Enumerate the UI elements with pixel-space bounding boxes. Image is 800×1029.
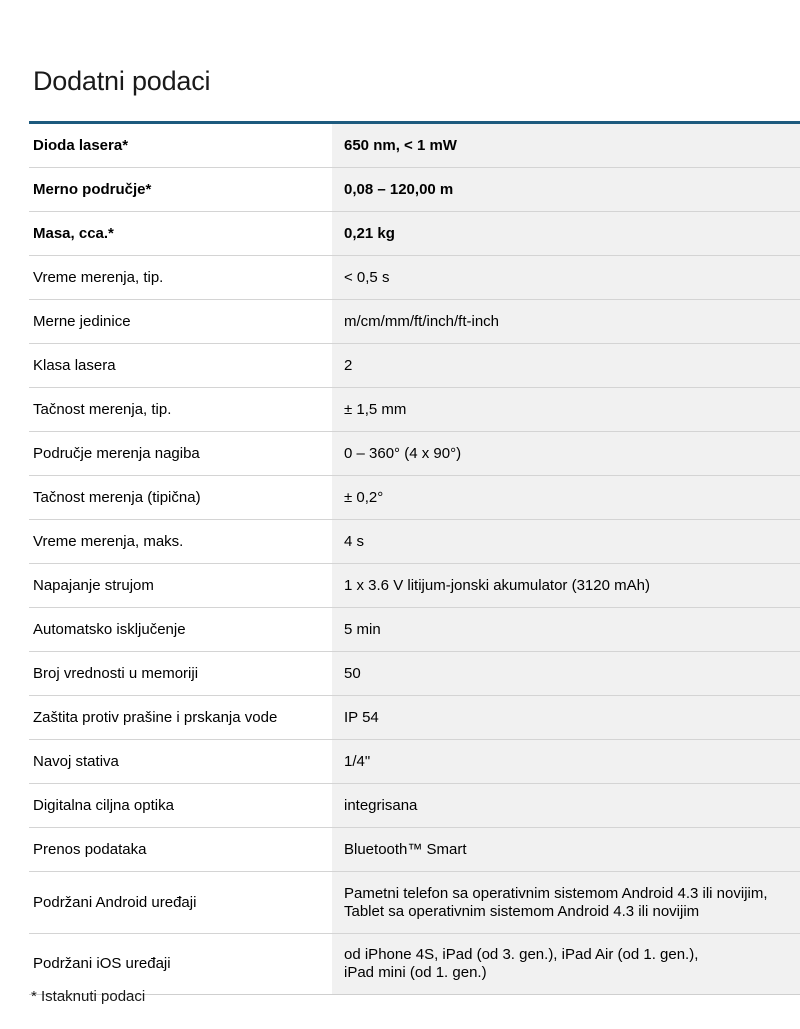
spec-value: 1 x 3.6 V litijum-jonski akumulator (3120 mAh) bbox=[332, 564, 800, 607]
spec-label: Prenos podataka bbox=[33, 840, 147, 858]
spec-label: Vreme merenja, tip. bbox=[33, 268, 164, 286]
spec-value: < 0,5 s bbox=[332, 256, 800, 299]
spec-row bbox=[29, 608, 800, 652]
spec-label: Napajanje strujom bbox=[33, 576, 154, 594]
spec-label: Automatsko isključenje bbox=[33, 620, 186, 638]
spec-table bbox=[29, 121, 800, 995]
spec-value: 50 bbox=[332, 652, 800, 695]
spec-value: IP 54 bbox=[332, 696, 800, 739]
spec-value: m/cm/mm/ft/inch/ft-inch bbox=[332, 300, 800, 343]
spec-row bbox=[29, 212, 800, 256]
spec-row bbox=[29, 652, 800, 696]
spec-row bbox=[29, 696, 800, 740]
spec-row bbox=[29, 388, 800, 432]
spec-label: Podržani iOS uređaji bbox=[33, 955, 171, 972]
spec-label: Vreme merenja, maks. bbox=[33, 532, 184, 550]
spec-row bbox=[29, 828, 800, 872]
spec-label: Navoj stativa bbox=[33, 752, 119, 770]
spec-row bbox=[29, 256, 800, 300]
spec-label: Masa, cca.* bbox=[33, 224, 114, 242]
spec-label: Podržani Android uređaji bbox=[33, 893, 197, 911]
spec-label: Merno područje* bbox=[33, 180, 152, 198]
spec-row bbox=[29, 872, 800, 934]
spec-value: ± 0,2° bbox=[332, 476, 800, 519]
spec-label: Merne jedinice bbox=[33, 312, 131, 330]
spec-row bbox=[29, 432, 800, 476]
footnote: * Istaknuti podaci bbox=[31, 988, 146, 1005]
spec-row bbox=[29, 344, 800, 388]
spec-label: Broj vrednosti u memoriji bbox=[33, 664, 199, 682]
spec-row bbox=[29, 124, 800, 168]
spec-row bbox=[29, 784, 800, 828]
spec-row bbox=[29, 740, 800, 784]
spec-value: ± 1,5 mm bbox=[332, 388, 800, 431]
spec-value: 650 nm, < 1 mW bbox=[332, 124, 800, 167]
spec-value: 0,08 – 120,00 m bbox=[332, 168, 800, 211]
spec-value: 1/4" bbox=[332, 740, 800, 783]
spec-label: Tačnost merenja (tipična) bbox=[33, 488, 201, 506]
spec-value: Bluetooth™ Smart bbox=[332, 828, 800, 871]
spec-value: integrisana bbox=[332, 784, 800, 827]
page-title: Dodatni podaci bbox=[33, 66, 211, 96]
spec-value: 0,21 kg bbox=[332, 212, 800, 255]
spec-value: 5 min bbox=[332, 608, 800, 651]
spec-label: Područje merenja nagiba bbox=[33, 444, 200, 462]
spec-row bbox=[29, 300, 800, 344]
spec-label: Tačnost merenja, tip. bbox=[33, 400, 172, 418]
spec-value: 4 s bbox=[332, 520, 800, 563]
spec-label: Dioda lasera* bbox=[33, 136, 129, 154]
spec-row bbox=[29, 520, 800, 564]
spec-label: Zaštita protiv prašine i prskanja vode bbox=[33, 708, 278, 726]
spec-value: Pametni telefon sa operativnim sistemom Android 4.3 ili novijim, Tablet sa operativnim sistemom Android 4.3 ili novijim bbox=[332, 872, 800, 933]
spec-value: od iPhone 4S, iPad (od 3. gen.), iPad Air (od 1. gen.), iPad mini (od 1. gen.) bbox=[332, 934, 800, 994]
spec-label: Digitalna ciljna optika bbox=[33, 796, 174, 814]
spec-row bbox=[29, 564, 800, 608]
spec-value: 0 – 360° (4 x 90°) bbox=[332, 432, 800, 475]
spec-label: Klasa lasera bbox=[33, 356, 116, 374]
spec-row bbox=[29, 934, 800, 995]
spec-value: 2 bbox=[332, 344, 800, 387]
spec-row bbox=[29, 476, 800, 520]
spec-row bbox=[29, 168, 800, 212]
